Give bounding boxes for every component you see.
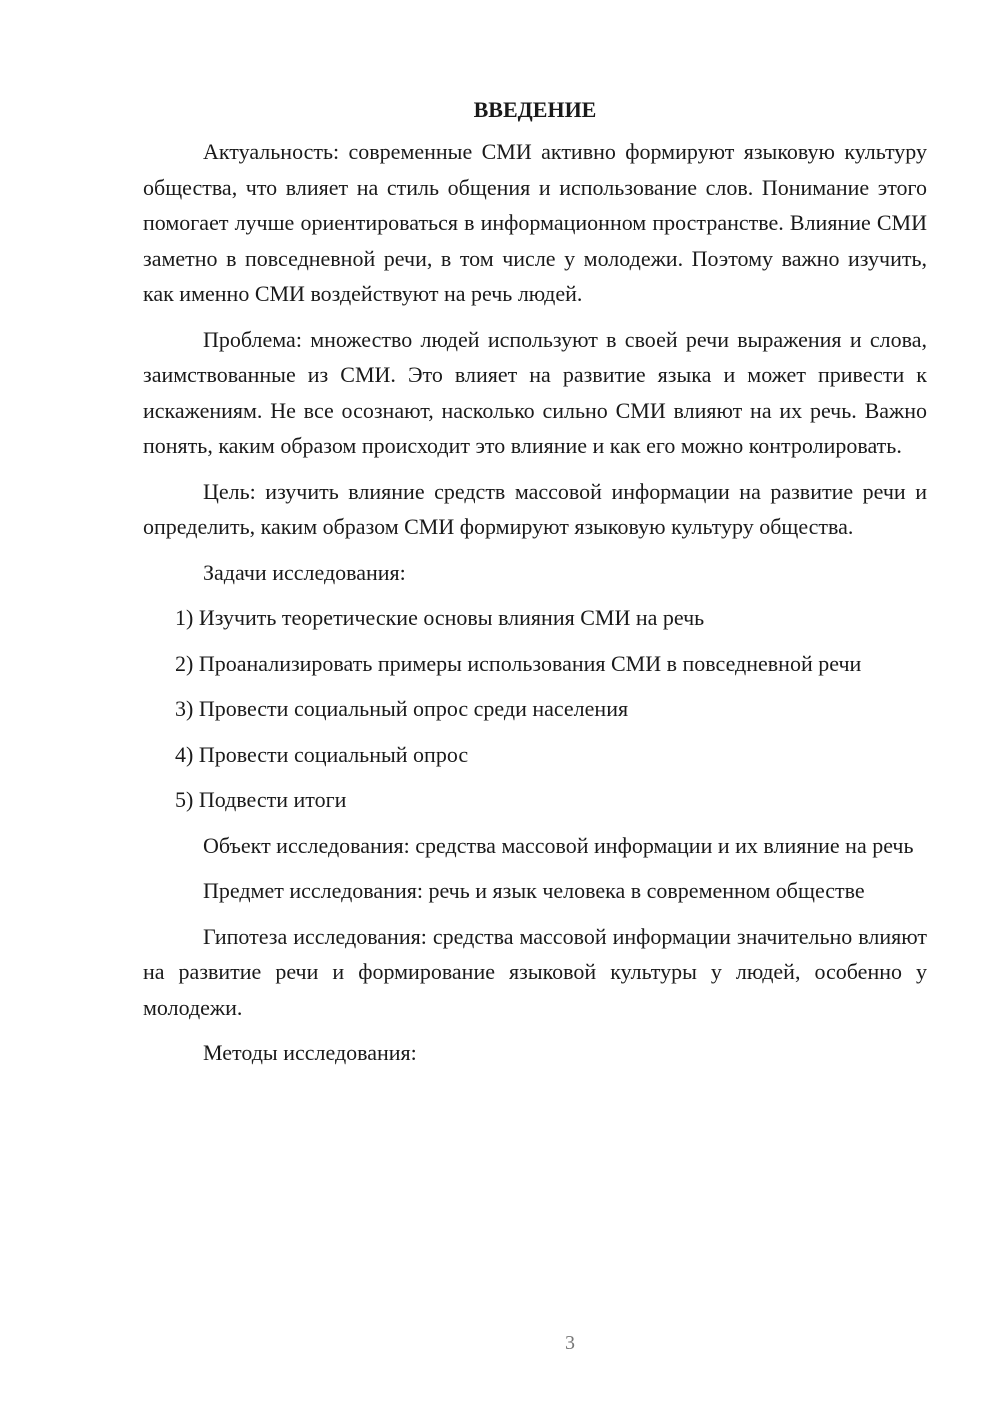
task-item-4: 4) Провести социальный опрос	[175, 741, 469, 767]
section-title: ВВЕДЕНИЕ	[473, 97, 597, 122]
page-number: 3	[565, 1332, 575, 1354]
paragraph-problem: Проблема: множество людей используют в своей речи выражения и слова, заимствованные из СМИ. Это влияет на развитие языка и может привести к искажениям. Не все осознают, насколько сильно СМИ влияют на их речь. Важно понять, каким образом происходит это влияние и как его можно контролировать.	[143, 326, 927, 458]
task-item-2: 2) Проанализировать примеры использования СМИ в повседневной речи	[175, 650, 862, 676]
task-item-3: 3) Провести социальный опрос среди населения	[175, 696, 629, 721]
tasks-heading: Задачи исследования:	[203, 559, 406, 585]
paragraph-relevance: Актуальность: современные СМИ активно формируют языковую культуру общества, что влияет на стиль общения и использование слов. Понимание этого помогает лучше ориентироваться в информационном пространстве. Влияние СМИ заметно в повседневной речи, в том числе у молодежи. Поэтому важно изучить, как именно СМИ воздействуют на речь людей.	[143, 139, 927, 306]
task-item-5: 5) Подвести итоги	[175, 787, 347, 812]
page-content	[143, 92, 927, 1081]
paragraph-subject: Предмет исследования: речь и язык человека в современном обществе	[203, 878, 865, 903]
paragraph-object: Объект исследования: средства массовой информации и их влияние на речь	[203, 832, 914, 858]
paragraph-hypothesis: Гипотеза исследования: средства массовой информации значительно влияют на развитие речи и формирование языковой культуры у людей, особенно у молодежи.	[143, 923, 927, 1020]
methods-heading: Методы исследования:	[203, 1040, 417, 1065]
task-item-1: 1) Изучить теоретические основы влияния СМИ на речь	[175, 605, 705, 630]
paragraph-goal: Цель: изучить влияние средств массовой информации на развитие речи и определить, каким образом СМИ формируют языковую культуру общества.	[143, 478, 927, 539]
